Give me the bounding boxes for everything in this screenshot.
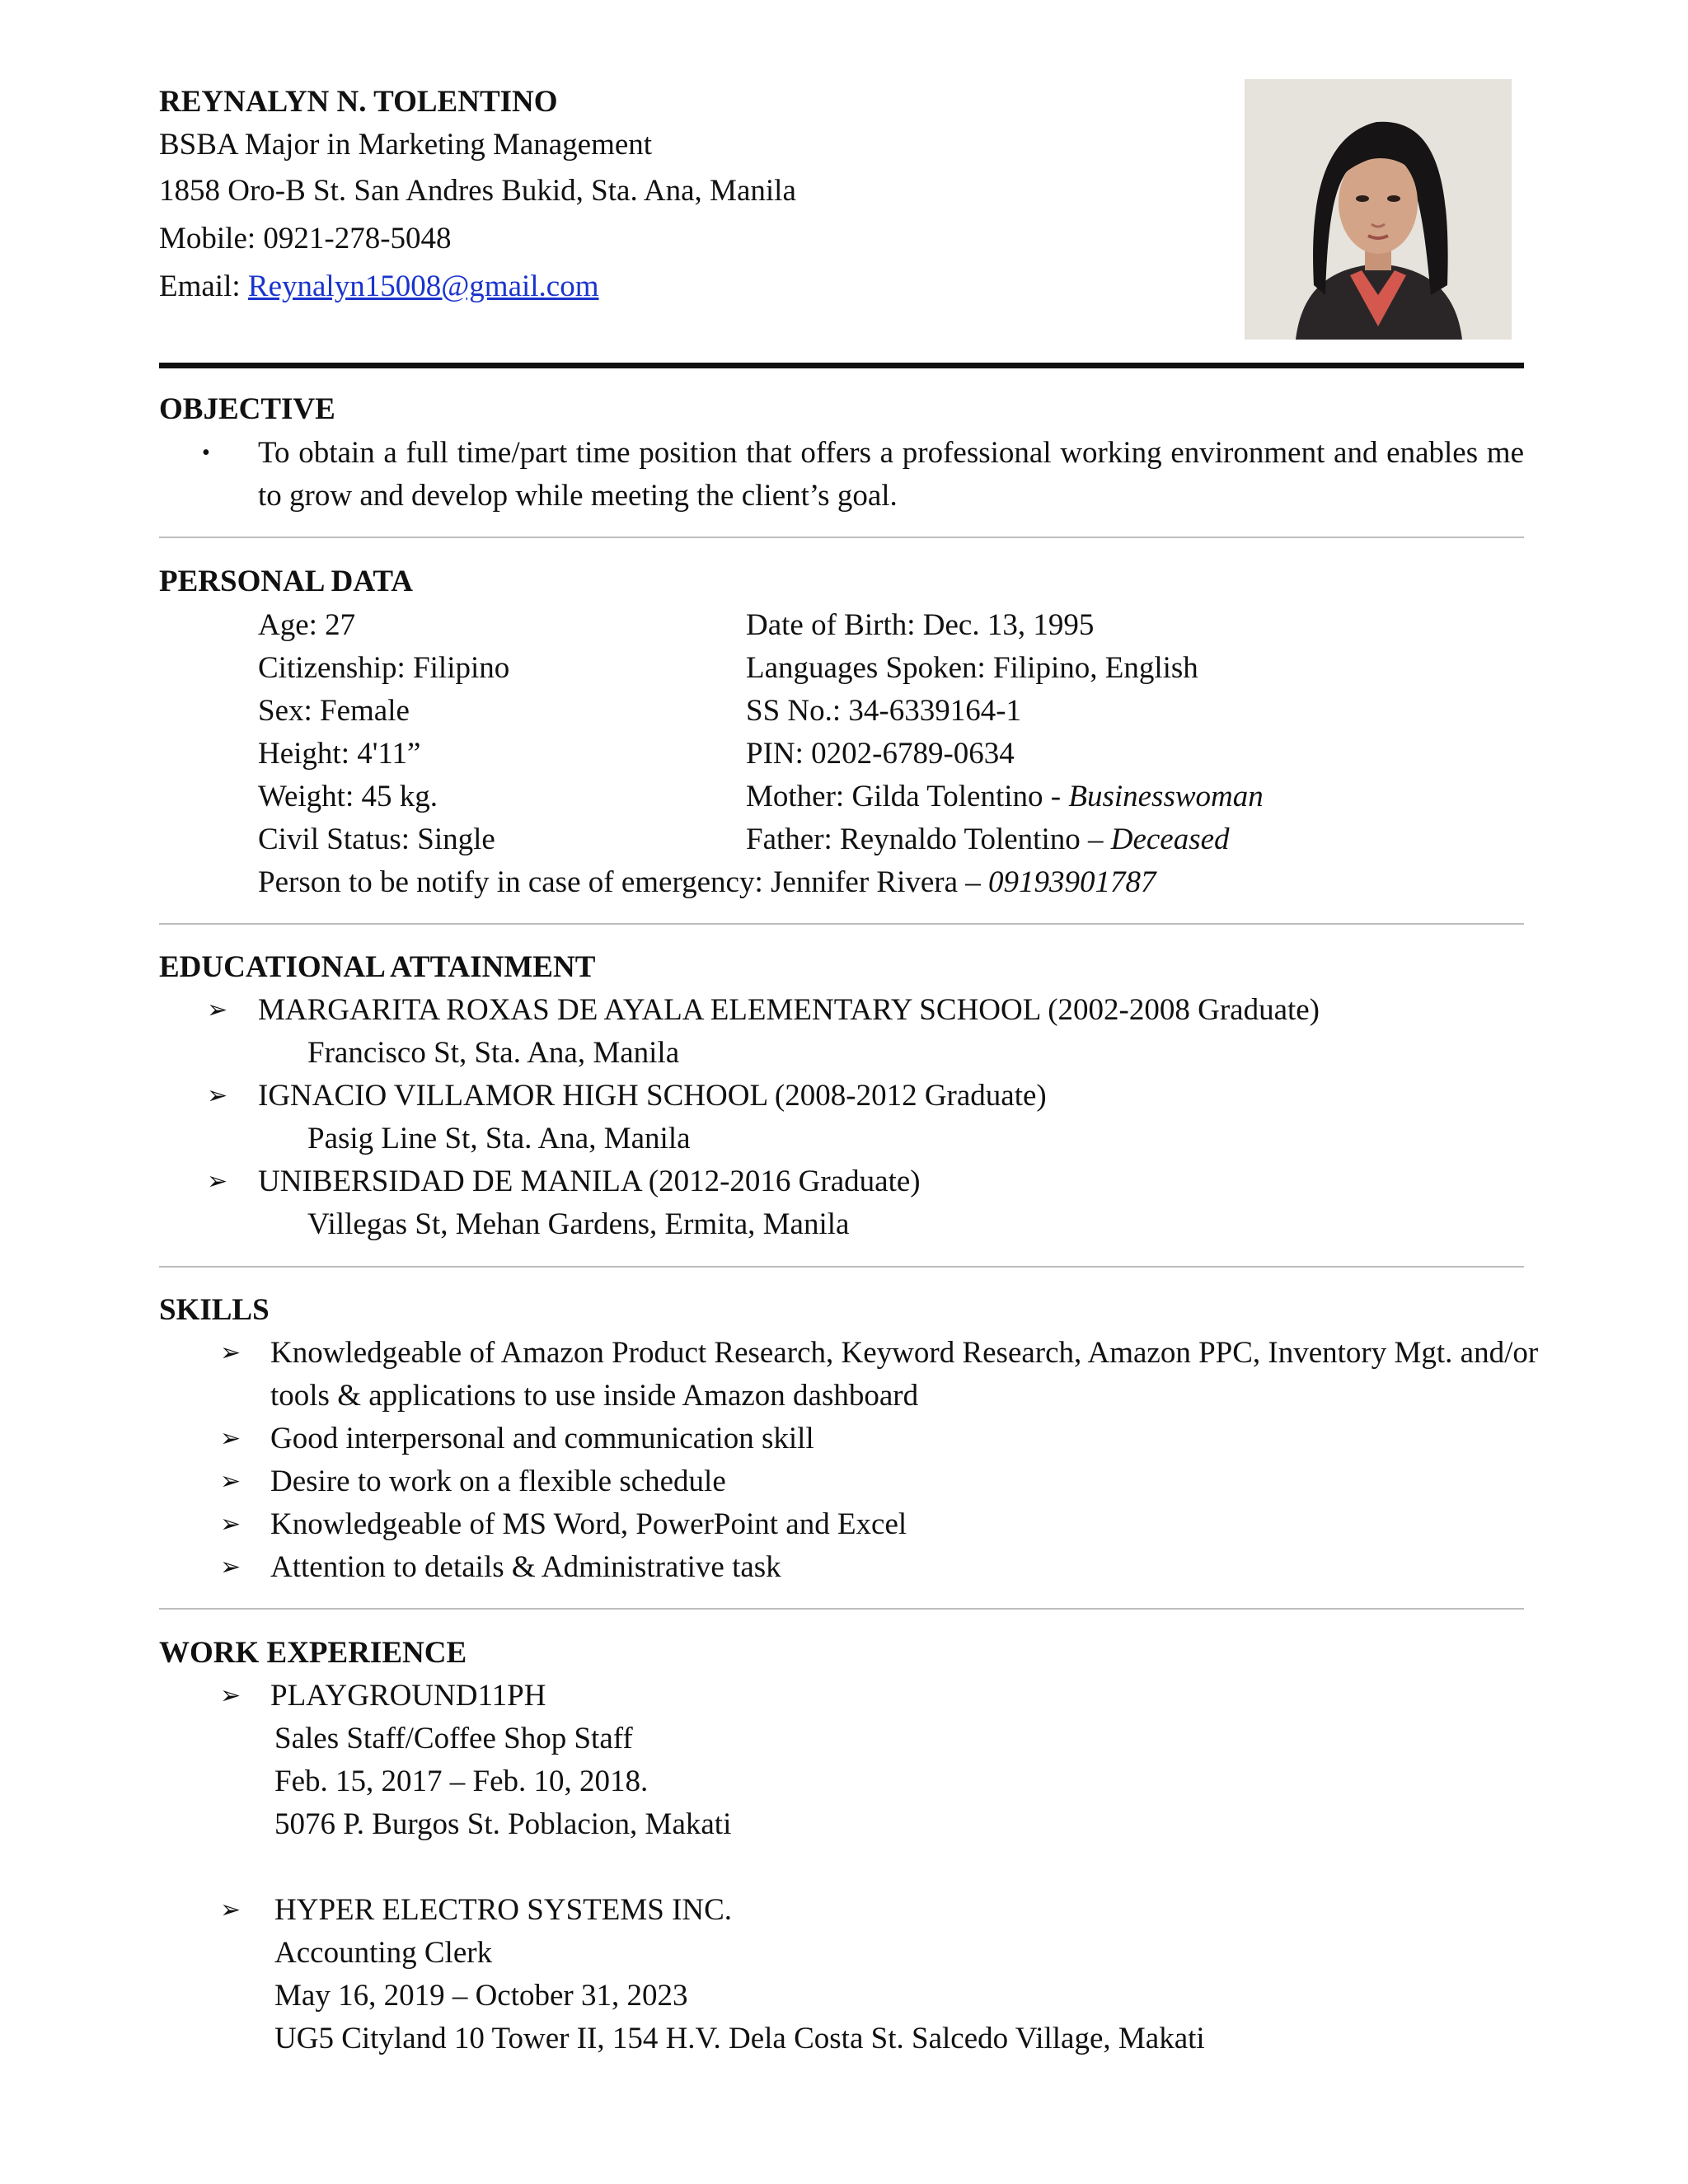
personal-left: Sex: Female — [258, 694, 410, 728]
applicant-photo — [1245, 79, 1512, 340]
skill-text: Good interpersonal and communication skill — [270, 1422, 814, 1455]
applicant-name: REYNALYN N. TOLENTINO — [159, 85, 558, 119]
skills-section — [159, 1332, 1544, 1589]
skill-item — [159, 1332, 1544, 1418]
personal-row — [258, 776, 1511, 818]
emergency-label: Person to be notify in case of emergency: Jennifer Rivera – — [258, 865, 989, 899]
arrow-bullet-icon: ➢ — [220, 1467, 241, 1496]
section-divider — [159, 1266, 1524, 1268]
objective-text: To obtain a full time/part time position that offers a professional working environment and enables me to grow and develop while meeting the client’s goal. — [258, 436, 1524, 513]
education-item — [159, 1075, 1524, 1160]
personal-left: Civil Status: Single — [258, 823, 495, 856]
job-address: 5076 P. Burgos St. Poblacion, Makati — [274, 1807, 732, 1841]
work-experience-section — [159, 1675, 1524, 2060]
personal-right: Languages Spoken: Filipino, English — [746, 651, 1198, 685]
mobile-number: Mobile: 0921-278-5048 — [159, 222, 452, 255]
email-link[interactable]: Reynalyn15008@gmail.com — [247, 269, 599, 303]
company-name: PLAYGROUND11PH — [270, 1679, 546, 1713]
degree: BSBA Major in Marketing Management — [159, 128, 653, 162]
objective-section — [159, 432, 1524, 518]
skill-item — [159, 1503, 1544, 1546]
job-entry — [159, 1889, 1524, 2060]
personal-right: PIN: 0202-6789-0634 — [746, 737, 1015, 771]
header-divider — [159, 363, 1524, 368]
section-divider — [159, 1608, 1524, 1610]
resume-header — [159, 81, 1231, 308]
section-divider — [159, 923, 1524, 925]
skill-item — [159, 1546, 1544, 1589]
personal-row — [258, 690, 1511, 733]
personal-left: Age: 27 — [258, 608, 356, 642]
emergency-contact — [258, 861, 1511, 904]
personal-left: Height: 4'11” — [258, 737, 421, 771]
personal-left: Weight: 45 kg. — [258, 780, 438, 813]
skill-item — [159, 1418, 1544, 1460]
job-dates: Feb. 15, 2017 – Feb. 10, 2018. — [274, 1765, 649, 1798]
email-label: Email: — [159, 269, 248, 303]
school-address: Francisco St, Sta. Ana, Manila — [307, 1036, 680, 1070]
personal-data-section — [258, 604, 1511, 904]
skill-item — [159, 1460, 1544, 1503]
personal-right: Father: Reynaldo Tolentino – Deceased — [746, 823, 1230, 856]
skills-heading: SKILLS — [159, 1293, 270, 1327]
job-address: UG5 Cityland 10 Tower II, 154 H.V. Dela Costa St. Salcedo Village, Makati — [274, 2022, 1205, 2055]
personal-row — [258, 604, 1511, 647]
email-line — [159, 265, 1231, 308]
arrow-bullet-icon: ➢ — [220, 1510, 241, 1539]
personal-left: Citizenship: Filipino — [258, 651, 510, 685]
arrow-bullet-icon: ➢ — [220, 1681, 241, 1710]
education-heading: EDUCATIONAL ATTAINMENT — [159, 950, 596, 984]
arrow-bullet-icon: ➢ — [220, 1553, 241, 1582]
school-address: Pasig Line St, Sta. Ana, Manila — [307, 1122, 691, 1155]
personal-data-heading: PERSONAL DATA — [159, 565, 414, 598]
school-name: UNIBERSIDAD DE MANILA (2012-2016 Graduate) — [258, 1165, 921, 1198]
education-section — [159, 989, 1524, 1246]
arrow-bullet-icon: ➢ — [207, 1081, 228, 1110]
arrow-bullet-icon: ➢ — [220, 1896, 241, 1924]
portrait-image — [1245, 79, 1512, 340]
personal-row — [258, 647, 1511, 690]
job-dates: May 16, 2019 – October 31, 2023 — [274, 1979, 688, 2013]
personal-right: SS No.: 34-6339164-1 — [746, 694, 1022, 728]
company-name: HYPER ELECTRO SYSTEMS INC. — [274, 1893, 733, 1927]
skill-text: Knowledgeable of MS Word, PowerPoint and Excel — [270, 1507, 907, 1541]
education-item — [159, 1160, 1524, 1246]
school-name: IGNACIO VILLAMOR HIGH SCHOOL (2008-2012 Graduate) — [258, 1079, 1047, 1113]
education-item — [159, 989, 1524, 1075]
skill-text: Attention to details & Administrative task — [270, 1550, 781, 1584]
emergency-number: 09193901787 — [988, 865, 1156, 899]
skill-text: Desire to work on a flexible schedule — [270, 1465, 726, 1498]
objective-heading: OBJECTIVE — [159, 392, 335, 426]
arrow-bullet-icon: ➢ — [207, 996, 228, 1024]
home-address: 1858 Oro-B St. San Andres Bukid, Sta. Ana, Manila — [159, 174, 796, 208]
arrow-bullet-icon: ➢ — [220, 1338, 241, 1367]
job-position: Accounting Clerk — [274, 1936, 493, 1970]
school-name: MARGARITA ROXAS DE AYALA ELEMENTARY SCHOOL (2002-2008 Graduate) — [258, 993, 1320, 1027]
school-address: Villegas St, Mehan Gardens, Ermita, Manila — [307, 1207, 850, 1241]
personal-row — [258, 818, 1511, 861]
arrow-bullet-icon: ➢ — [220, 1424, 241, 1453]
personal-right: Mother: Gilda Tolentino - Businesswoman — [746, 780, 1264, 813]
skill-text: Knowledgeable of Amazon Product Research, Keyword Research, Amazon PPC, Inventory Mgt. and/or tools & applications to use inside Amazon dashboard — [270, 1336, 1539, 1413]
section-divider — [159, 537, 1524, 538]
work-experience-heading: WORK EXPERIENCE — [159, 1636, 467, 1670]
personal-right: Date of Birth: Dec. 13, 1995 — [746, 608, 1095, 642]
job-entry — [159, 1675, 1524, 1846]
arrow-bullet-icon: ➢ — [207, 1167, 228, 1196]
personal-row — [258, 733, 1511, 776]
bullet-icon: • — [202, 440, 210, 466]
spacer — [159, 1846, 1524, 1889]
job-position: Sales Staff/Coffee Shop Staff — [274, 1722, 633, 1755]
